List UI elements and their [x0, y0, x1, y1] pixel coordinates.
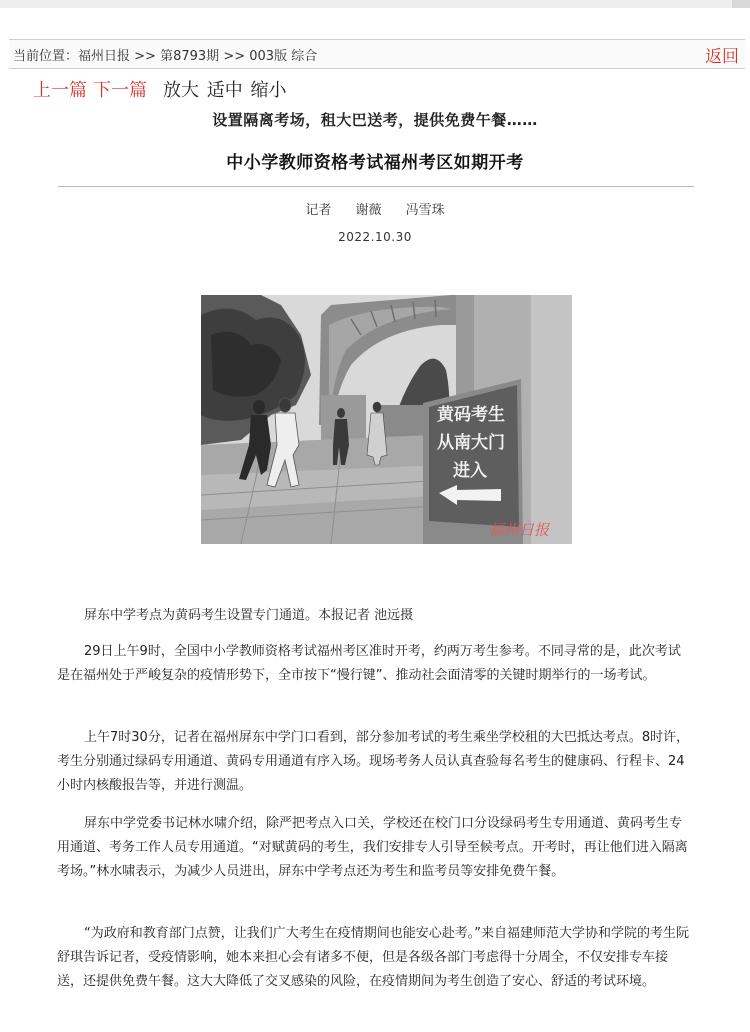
- article-paragraph: 上午7时30分，记者在福州屏东中学门口看到，部分参加考试的考生乘坐学校租的大巴抵达考点。8时许，考生分别通过绿码专用通道、黄码专用通道有序入场。现场考务人员认真查验每名考生的健康码、行程卡、24小时内核酸报告等，并进行测温。: [57, 730, 690, 793]
- breadcrumb-link-site[interactable]: 福州日报: [78, 49, 131, 64]
- article-subtitle: 设置隔离考场，租大巴送考，提供免费午餐……: [212, 111, 538, 129]
- article-date: 2022.10.30: [338, 230, 412, 244]
- photo-sign-line2: 从南大门: [437, 433, 505, 453]
- photo-sign-line3: 进入: [453, 461, 487, 481]
- breadcrumb-bar: [9, 39, 745, 69]
- breadcrumb-prefix: 当前位置：: [13, 49, 79, 64]
- prev-article-link[interactable]: 上一篇: [33, 80, 87, 101]
- author-name: 冯雪珠: [405, 203, 445, 218]
- scrollbar-thumb[interactable]: [732, 0, 750, 8]
- article-byline: [0, 199, 750, 218]
- article-title: 中小学教师资格考试福州考区如期开考: [226, 153, 524, 173]
- breadcrumb-link-section[interactable]: 003版 综合: [249, 49, 318, 64]
- author-label: 记者: [305, 203, 332, 218]
- zoom-out-link[interactable]: 缩小: [250, 80, 287, 101]
- zoom-fit-link[interactable]: 适中: [206, 80, 243, 101]
- next-article-link[interactable]: 下一篇: [93, 80, 147, 101]
- browser-top-strip: [0, 0, 750, 8]
- zoom-in-link[interactable]: 放大: [163, 80, 199, 101]
- article-paragraph: 29日上午9时，全国中小学教师资格考试福州考区准时开考，约两万考生参考。不同寻常的是，此次考试是在福州处于严峻复杂的疫情形势下，全市按下“慢行键”、推动社会面清零的关键时期举行的一场考试。: [57, 644, 681, 683]
- author-name: 谢薇: [355, 203, 382, 218]
- breadcrumb-link-issue[interactable]: 第8793期: [160, 49, 220, 64]
- article-paragraph: “为政府和教育部门点赞，让我们广大考生在疫情期间也能安心赴考。”来自福建师范大学协和学院的考生阮舒琪告诉记者，受疫情影响，她本来担心会有诸多不便，但是各级各部门考虑得十分周全，不仅安排专车接送，还提供免费午餐。这大大降低了交叉感染的风险，在疫情期间为考生创造了安心、舒适的考试环境。: [57, 926, 689, 989]
- article-paragraph: 屏东中学党委书记林水啸介绍，除严把考点入口关，学校还在校门口分设绿码考生专用通道、黄码考生专用通道、考务工作人员专用通道。“对赋黄码的考生，我们安排专人引导至候考点。开考时，再让他们进入隔离考场。”林水啸表示，为减少人员进出，屏东中学考点还为考生和监考员等安排免费午餐。: [57, 816, 688, 879]
- article-nav: [33, 76, 288, 102]
- breadcrumb-separator: >>: [219, 49, 250, 64]
- photo-watermark: 福州日报: [489, 521, 550, 539]
- photo-caption: 屏东中学考点为黄码考生设置专门通道。本报记者 池远摄: [84, 608, 414, 623]
- title-divider: [58, 186, 694, 187]
- breadcrumb-separator: >>: [130, 49, 161, 64]
- article-photo: [201, 295, 572, 544]
- breadcrumb: [13, 45, 317, 64]
- photo-sign-line1: 黄码考生: [437, 405, 505, 425]
- back-link[interactable]: 返回: [705, 47, 739, 67]
